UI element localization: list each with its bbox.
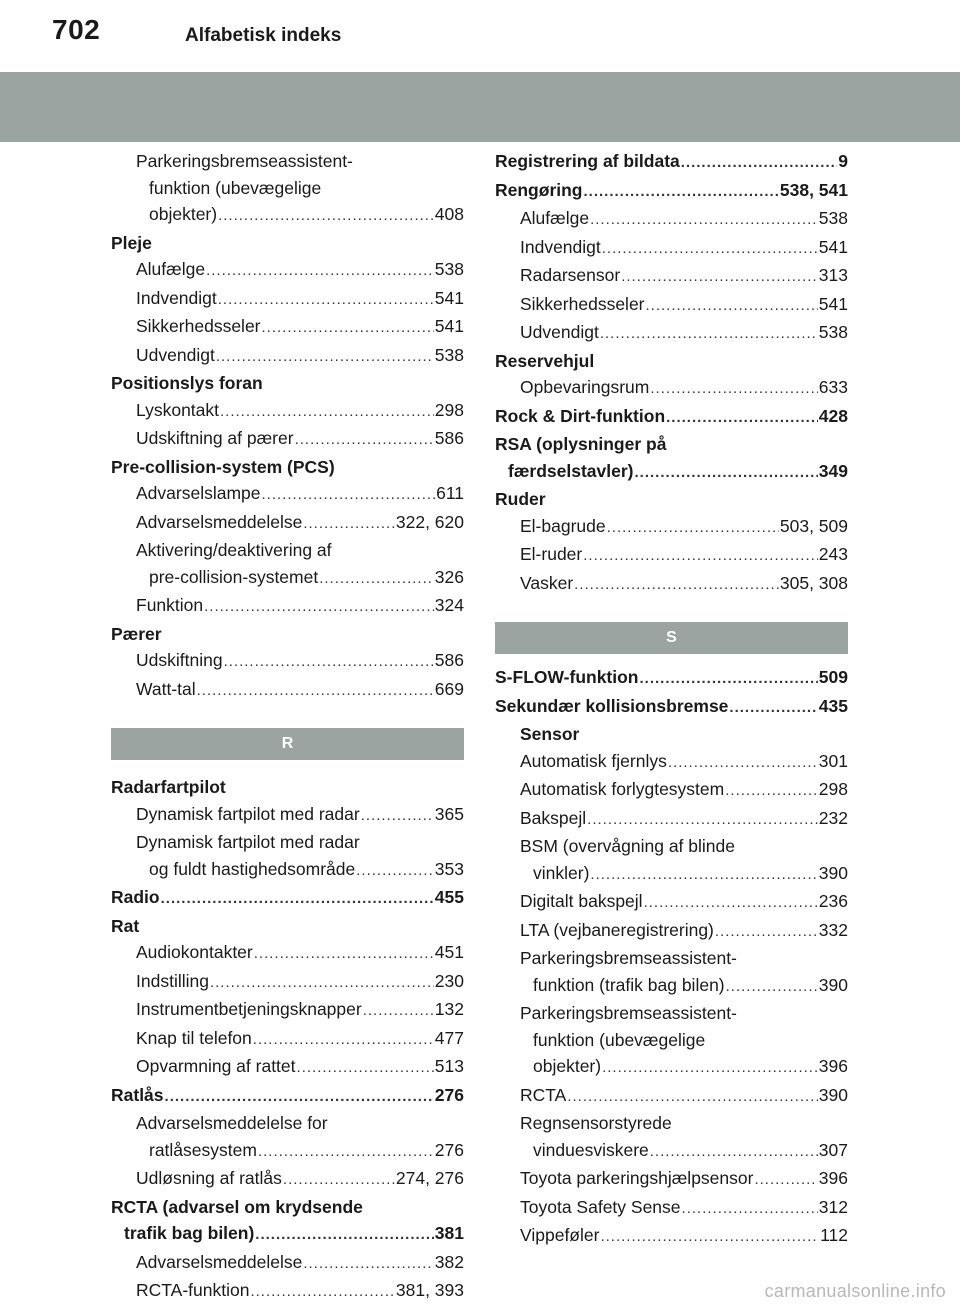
index-heading: Reservehjul	[495, 350, 595, 371]
page-ref: 611	[436, 483, 464, 503]
index-subentry: Aktivering/deaktivering af	[136, 540, 332, 560]
index-subentry: Toyota parkeringshjælpsensor ..... 396	[495, 1165, 848, 1194]
index-subentry: og fuldt hastighedsområde ..... 353	[111, 856, 464, 885]
index-subentry: El-bagrude ..... 503, 509	[495, 513, 848, 542]
index-subentry: Sikkerhedsseler ..... 541	[111, 313, 464, 342]
index-subentry: Regnsensorstyrede	[520, 1113, 672, 1133]
index-subentry: Udløsning af ratlås ..... 274, 276	[111, 1165, 464, 1194]
page-ref: 381, 393	[395, 1280, 464, 1300]
index-heading: Sekundær kollisionsbremse ..... 435	[495, 693, 848, 722]
index-subentry: pre-collision-systemet ..... 326	[111, 564, 464, 593]
index-heading: Sensor	[520, 724, 580, 744]
index-heading: Rat	[111, 915, 140, 936]
page-ref: 477	[434, 1027, 464, 1048]
page-ref: 390	[818, 1084, 848, 1105]
page-ref: 365	[434, 803, 464, 824]
page-ref: 274, 276	[395, 1168, 464, 1188]
index-heading: Registrering af bildata ..... 9	[495, 148, 848, 177]
index-subentry: RCTA ..... 390	[495, 1082, 848, 1111]
page-ref: 396	[818, 1168, 848, 1188]
page-ref: 301	[818, 750, 848, 771]
page-ref: 276	[434, 1084, 464, 1105]
index-subentry: Audiokontakter ..... 451	[111, 939, 464, 968]
index-subentry: funktion (trafik bag bilen) ..... 390	[495, 972, 848, 1001]
page-ref: 132	[434, 999, 464, 1019]
index-subentry: vinduesviskere ..... 307	[495, 1137, 848, 1166]
index-subentry: Automatisk fjernlys ..... 301	[495, 748, 848, 777]
page-ref: 312	[818, 1196, 848, 1217]
page-ref: 541	[434, 287, 464, 308]
page-ref: 541	[818, 293, 848, 314]
page-ref: 435	[818, 695, 848, 716]
index-subentry: Automatisk forlygtesystem ..... 298	[495, 776, 848, 805]
page-ref: 322, 620	[395, 511, 464, 532]
index-subentry: Parkeringsbremseassistent-	[136, 151, 353, 171]
page-ref: 382	[434, 1251, 464, 1272]
page-ref: 298	[434, 399, 464, 420]
page-ref: 324	[434, 595, 464, 615]
page-ref: 276	[434, 1139, 464, 1160]
index-subentry: Parkeringsbremseassistent-	[520, 948, 737, 968]
index-heading: RCTA (advarsel om krydsende	[111, 1196, 363, 1217]
index-subentry: Udskiftning ..... 586	[111, 647, 464, 676]
header-banner	[0, 72, 960, 142]
index-subentry: Indvendigt ..... 541	[495, 234, 848, 263]
page-ref: 305, 308	[779, 572, 848, 593]
page-number: 702	[52, 14, 101, 45]
page-ref: 232	[818, 807, 848, 828]
page-ref: 298	[818, 779, 848, 799]
index-subentry: objekter) ..... 396	[495, 1053, 848, 1082]
page-ref: 541	[818, 236, 848, 257]
index-subentry: Advarselsmeddelelse ..... 322, 620	[111, 509, 464, 538]
index-subentry: Watt-tal ..... 669	[111, 676, 464, 705]
index-heading: Pre-collision-system (PCS)	[111, 456, 335, 477]
page-ref: 9	[838, 151, 848, 171]
page-ref: 538	[434, 259, 464, 279]
index-heading: Ratlås ..... 276	[111, 1082, 464, 1111]
index-subentry: objekter) ..... 408	[111, 201, 464, 230]
index-subentry: Digitalt bakspejl ..... 236	[495, 888, 848, 917]
page-ref: 538, 541	[779, 179, 848, 200]
index-subentry: Indvendigt ..... 541	[111, 285, 464, 314]
page-ref: 243	[818, 544, 848, 564]
index-subentry: Vippeføler ..... 112	[495, 1222, 848, 1251]
page-ref: 509	[818, 667, 848, 687]
index-column-left	[111, 148, 464, 1306]
index-heading: Rengøring ..... 538, 541	[495, 177, 848, 206]
page-ref: 541	[434, 316, 464, 336]
page-ref: 396	[818, 1056, 848, 1076]
index-subentry: Indstilling ..... 230	[111, 968, 464, 997]
index-subentry: Udvendigt ..... 538	[111, 342, 464, 371]
index-subentry: Advarselslampe ..... 611	[111, 480, 464, 509]
index-subentry: Udvendigt ..... 538	[495, 319, 848, 348]
page-ref: 313	[818, 265, 848, 285]
page-ref: 307	[818, 1139, 848, 1160]
index-subentry: Advarselsmeddelelse for	[136, 1113, 328, 1133]
index-subentry: RCTA-funktion ..... 381, 393	[111, 1277, 464, 1306]
page-title: Alfabetisk indeks	[185, 25, 342, 46]
index-subentry: Opvarmning af rattet ..... 513	[111, 1053, 464, 1082]
index-subentry: Bakspejl ..... 232	[495, 805, 848, 834]
page-ref: 538	[818, 208, 848, 228]
index-subentry: Lyskontakt ..... 298	[111, 397, 464, 426]
index-subentry: Parkeringsbremseassistent-	[520, 1003, 737, 1023]
index-subentry: Alufælge ..... 538	[495, 205, 848, 234]
page-ref: 349	[818, 460, 848, 481]
page-ref: 538	[818, 322, 848, 342]
index-subentry: funktion (ubevægelige	[149, 177, 322, 198]
page-ref: 326	[434, 566, 464, 587]
page-header	[0, 0, 960, 66]
index-subentry: funktion (ubevægelige	[533, 1029, 706, 1050]
page-ref: 538	[434, 344, 464, 365]
watermark: carmanualsonline.info	[764, 1281, 946, 1301]
index-subentry: Opbevaringsrum ..... 633	[495, 374, 848, 403]
index-heading: RSA (oplysninger på	[495, 434, 667, 454]
index-heading: Pærer	[111, 623, 162, 644]
index-column-right	[495, 148, 848, 1251]
index-subentry: Vasker ..... 305, 308	[495, 570, 848, 599]
page-ref: 390	[818, 862, 848, 883]
page-ref: 586	[434, 428, 464, 448]
index-subentry: Advarselsmeddelelse ..... 382	[111, 1249, 464, 1278]
section-header-s: S	[495, 622, 848, 654]
index-subentry: LTA (vejbaneregistrering) ..... 332	[495, 917, 848, 946]
index-subentry: BSM (overvågning af blinde	[520, 836, 735, 856]
page-ref: 353	[434, 858, 464, 879]
index-subentry: Funktion ..... 324	[111, 592, 464, 621]
index-heading: trafik bag bilen) ..... 381	[111, 1220, 464, 1249]
index-subentry: Radarsensor ..... 313	[495, 262, 848, 291]
page-ref: 503, 509	[779, 515, 848, 536]
page-ref: 230	[434, 970, 464, 991]
index-subentry: Dynamisk fartpilot med radar	[136, 832, 360, 852]
index-subentry: Udskiftning af pærer ..... 586	[111, 425, 464, 454]
page-ref: 381	[434, 1223, 464, 1243]
index-subentry: El-ruder ..... 243	[495, 541, 848, 570]
page-ref: 112	[820, 1225, 848, 1245]
index-subentry: vinkler) ..... 390	[495, 860, 848, 889]
page-ref: 390	[818, 974, 848, 995]
page-ref: 236	[818, 891, 848, 911]
index-heading: Radio ..... 455	[111, 884, 464, 913]
page-ref: 451	[434, 942, 464, 962]
index-subentry: Toyota Safety Sense ..... 312	[495, 1194, 848, 1223]
page-ref: 332	[818, 919, 848, 940]
index-heading: Ruder	[495, 489, 546, 509]
page-ref: 586	[434, 650, 464, 670]
page-ref: 408	[434, 204, 464, 224]
index-subentry: Instrumentbetjeningsknapper ..... 132	[111, 996, 464, 1025]
index-heading: færdselstavler) ..... 349	[495, 458, 848, 487]
index-heading: S-FLOW-funktion ..... 509	[495, 664, 848, 693]
index-subentry: Sikkerhedsseler ..... 541	[495, 291, 848, 320]
index-subentry: Dynamisk fartpilot med radar ..... 365	[111, 801, 464, 830]
page-ref: 669	[434, 678, 464, 699]
page-ref: 513	[434, 1056, 464, 1076]
index-subentry: ratlåsesystem ..... 276	[111, 1137, 464, 1166]
page-ref: 633	[818, 377, 848, 397]
index-heading: Pleje	[111, 232, 152, 253]
index-heading: Rock & Dirt-funktion ..... 428	[495, 403, 848, 432]
page-ref: 455	[434, 887, 464, 907]
index-subentry: Alufælge ..... 538	[111, 256, 464, 285]
index-heading: Positionslys foran	[111, 373, 263, 393]
section-header-r: R	[111, 728, 464, 760]
page-ref: 428	[818, 405, 848, 426]
index-heading: Radarfartpilot	[111, 777, 226, 797]
index-subentry: Knap til telefon ..... 477	[111, 1025, 464, 1054]
